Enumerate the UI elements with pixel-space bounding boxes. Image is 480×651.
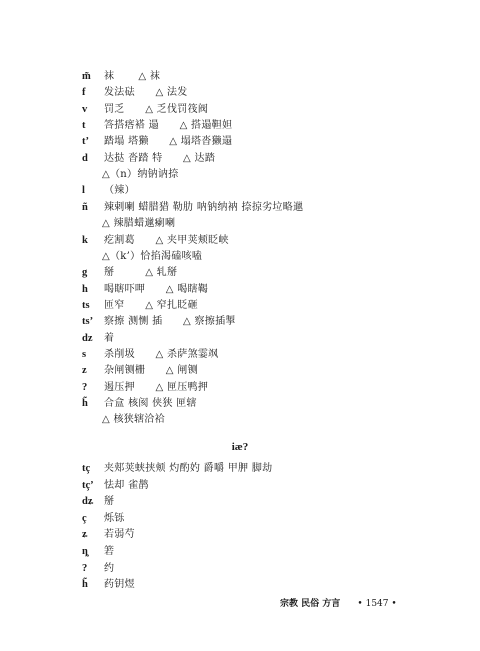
initial-consonant: tç’: [82, 479, 94, 491]
initial-consonant: g: [82, 267, 88, 279]
character-list: 掰 △ 轧掰: [104, 267, 178, 279]
initial-consonant: t’: [82, 136, 89, 148]
character-list: 发法砝 △ 法发: [104, 87, 188, 99]
initial-consonant: dʑ: [82, 496, 94, 508]
character-list: （辣）: [104, 185, 135, 197]
character-list: 答搭瘩褡 遢 △ 搭遢靼妲: [104, 120, 233, 132]
footer-title: 宗教 民俗 方言: [280, 599, 341, 609]
initial-consonant: t: [82, 120, 86, 132]
character-list: △（n）纳钠讷捺: [102, 169, 179, 181]
character-list: 箬: [104, 546, 115, 557]
page-footer: [280, 596, 397, 609]
initial-consonant: d: [82, 152, 88, 164]
initial-consonant: tç: [82, 463, 91, 474]
character-list: △ 核狭辖洽袷: [102, 414, 165, 426]
character-list: 察擦 测恻 插 △ 察擦插掣: [104, 316, 236, 328]
page-number: • 1547 •: [357, 599, 397, 609]
initial-consonant: ʑ: [82, 529, 88, 541]
character-list: 匝窄 △ 窄扎眨砸: [104, 299, 198, 311]
initial-consonant: s: [82, 348, 87, 360]
initial-consonant: h̃: [82, 398, 88, 409]
section-heading: iæ?: [231, 441, 249, 453]
character-list: 怯却 雀鹊: [104, 479, 149, 491]
character-list: 达挞 沓踏 特 △ 达踏: [104, 152, 216, 164]
initial-consonant: dz: [82, 332, 93, 344]
character-list: 杂闸铡栅 △ 闸铡: [104, 365, 198, 377]
initial-consonant: f: [82, 87, 86, 99]
initial-consonant: ts: [82, 299, 90, 311]
initial-consonant: h: [82, 283, 88, 295]
character-list: 约: [104, 562, 115, 574]
initial-consonant: ?: [82, 562, 88, 574]
character-list: 杀削圾 △ 杀萨煞霎飒: [104, 348, 219, 360]
character-list: 合盒 核阂 侠狭 匣辖: [104, 398, 197, 409]
character-list: 喝瞎吓呷 △ 喝瞎鞨: [104, 283, 209, 295]
initial-consonant: ȵ: [82, 546, 88, 557]
initial-consonant: z: [82, 365, 87, 377]
character-list: 疙割葛 △ 夹甲荚颊眨峡: [104, 234, 229, 246]
character-list: 着: [104, 332, 115, 344]
initial-consonant: v: [82, 103, 88, 115]
character-list: △（k’）恰掐渴磕咳嗑: [102, 250, 203, 262]
character-list: 遏压押 △ 匣压鸭押: [104, 381, 209, 393]
initial-consonant: ñ: [82, 201, 88, 213]
initial-consonant: m̃: [82, 71, 91, 82]
character-list: △ 辣腊蜡邋瘌喇: [102, 218, 176, 230]
character-list: 药钥煜: [104, 579, 135, 591]
character-list: 踏塌 塔獭 △ 塌塔沓獭遢: [104, 136, 233, 148]
initial-consonant: h̃: [82, 579, 88, 591]
initial-consonant: ts’: [82, 316, 94, 328]
initial-consonant: ?: [82, 381, 88, 393]
character-list: 若弱芍: [104, 529, 135, 541]
character-list: 袜 △ 袜: [104, 71, 161, 82]
character-list: 夹郏荚蛱挟颊 灼酌妁 爵嚼 甲胛 脚劫: [104, 463, 273, 474]
character-list: 烁铄: [104, 512, 125, 524]
initial-consonant: l: [82, 185, 85, 197]
initial-consonant: ç: [82, 512, 87, 524]
character-list: 掰: [104, 496, 115, 508]
character-list: 辣剌喇 蜡腊猎 勒肋 呐钠纳衲 捺掠劣垃略邋: [104, 201, 304, 213]
character-list: 罚乏 △ 乏伐罚筏阀: [104, 103, 209, 115]
initial-consonant: k: [82, 234, 88, 246]
